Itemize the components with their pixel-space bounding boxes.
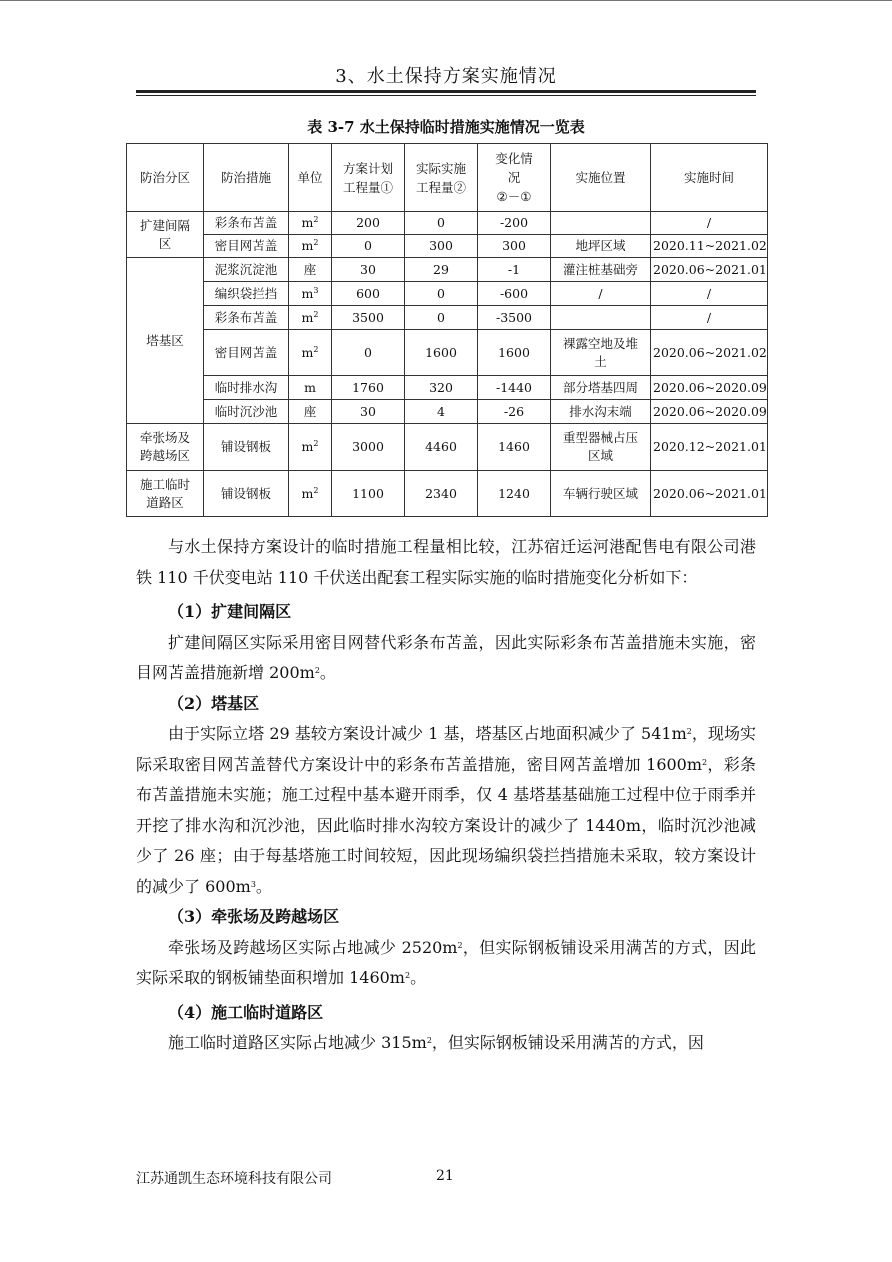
location-cell: 地坪区域	[551, 235, 651, 258]
zone-cell: 塔基区	[127, 258, 204, 424]
measure-cell: 密目网苫盖	[204, 330, 289, 376]
time-cell: 2020.06~2021.02	[651, 330, 768, 376]
zone-line: 跨越场区	[139, 448, 190, 463]
page-number: 21	[436, 1168, 454, 1184]
location-cell: 灌注桩基础旁	[551, 258, 651, 282]
change-cell: -1440	[478, 376, 551, 400]
col-header-plan-line: 方案计划	[342, 160, 393, 176]
unit-cell	[289, 330, 332, 376]
table-row	[127, 235, 768, 258]
location-line: 土	[594, 353, 607, 369]
unit-cell	[289, 306, 332, 330]
location-cell	[551, 330, 651, 376]
actual-cell: 4460	[405, 424, 478, 471]
actual-cell: 29	[405, 258, 478, 282]
unit-cell	[289, 376, 332, 400]
location-cell	[551, 424, 651, 471]
actual-cell: 0	[405, 212, 478, 235]
section-paragraph-temporary-road: 施工临时道路区实际占地减少 $315m^2$，但实际钢板铺设采用满苫的方式，因	[168, 1033, 704, 1052]
unit-text: m	[301, 309, 314, 325]
time-cell: /	[651, 282, 768, 306]
table-row	[127, 400, 768, 424]
unit-exponent: 2	[313, 485, 319, 495]
actual-cell: 4	[405, 400, 478, 424]
table-header-row	[127, 144, 768, 212]
measure-cell: 彩条布苫盖	[204, 306, 289, 330]
unit-text: m	[301, 485, 314, 501]
actual-cell: 2340	[405, 471, 478, 517]
unit-cell	[289, 212, 332, 235]
unit-exponent: 2	[313, 344, 319, 354]
location-cell	[551, 212, 651, 235]
section-heading-expansion-bay: （1）扩建间隔区	[168, 602, 292, 621]
unit-exponent: 2	[313, 439, 319, 448]
table-row	[127, 282, 768, 306]
plan-cell: 0	[332, 235, 405, 258]
col-header-actual-line: 实际实施	[415, 160, 466, 176]
zone-cell	[127, 212, 204, 258]
unit-exponent: 2	[313, 309, 319, 319]
analysis-text	[136, 532, 756, 1059]
section-heading-temporary-road: （4）施工临时道路区	[168, 1002, 324, 1022]
measure-cell: 泥浆沉淀池	[204, 258, 289, 282]
section-paragraph-expansion-bay: 扩建间隔区实际采用密目网替代彩条布苫盖，因此实际彩条布苫盖措施未实施，密目网苫盖措施新增 $200m^2$。	[136, 632, 756, 682]
footer-company: 江苏通凯生态环境科技有限公司	[136, 1171, 332, 1187]
unit-text: m	[301, 439, 314, 454]
table-row	[127, 306, 768, 330]
time-cell: 2020.06~2021.01	[651, 471, 768, 517]
time-cell: /	[651, 212, 768, 235]
zone-cell	[127, 424, 204, 471]
measure-cell: 铺设钢板	[204, 424, 289, 471]
actual-cell: 0	[405, 306, 478, 330]
temporary-measures-table	[126, 143, 768, 517]
plan-cell: 1100	[332, 471, 405, 517]
zone-cell	[127, 471, 204, 517]
plan-cell: 0	[332, 330, 405, 376]
zone-line: 扩建间隔	[139, 217, 190, 233]
unit-cell	[289, 258, 332, 282]
table-caption: 表 3-7 水土保持临时措施实施情况一览表	[307, 118, 585, 136]
plan-cell: 200	[332, 212, 405, 235]
unit-exponent: 2	[313, 215, 319, 224]
measure-cell: 编织袋拦挡	[204, 282, 289, 306]
section-heading-tension-crossing: （3）牵张场及跨越场区	[168, 907, 340, 926]
location-line: 裸露空地及堆	[562, 335, 638, 351]
col-header-change-line: 变化情	[495, 151, 533, 166]
location-line: 区域	[587, 448, 613, 463]
col-header-time: 实施时间	[651, 144, 768, 212]
page-top-border	[0, 0, 892, 1]
actual-cell: 0	[405, 282, 478, 306]
change-cell: -600	[478, 282, 551, 306]
measure-cell: 临时沉沙池	[204, 400, 289, 424]
zone-line: 区	[158, 235, 172, 251]
col-header-actual	[405, 144, 478, 212]
measure-cell: 铺设钢板	[204, 471, 289, 517]
col-header-measure: 防治措施	[204, 144, 289, 212]
unit-text: m	[301, 344, 314, 360]
col-header-change-line: ②－①	[496, 189, 532, 204]
measure-cell: 临时排水沟	[204, 376, 289, 400]
actual-cell: 300	[405, 235, 478, 258]
table-row	[127, 330, 768, 376]
col-header-unit: 单位	[289, 144, 332, 212]
table-row	[127, 471, 768, 517]
location-cell	[551, 306, 651, 330]
location-cell: 部分塔基四周	[551, 376, 651, 400]
change-cell: 1240	[478, 471, 551, 517]
zone-line: 施工临时	[139, 476, 190, 492]
unit-cell	[289, 400, 332, 424]
col-header-change-line: 况	[507, 170, 521, 185]
unit-cell	[289, 235, 332, 258]
change-cell: -3500	[478, 306, 551, 330]
unit-cell	[289, 471, 332, 517]
table-row	[127, 376, 768, 400]
intro-paragraph: 与水土保持方案设计的临时措施工程量相比较，江苏宿迁运河港配售电有限公司港铁 110 千伏变电站 110 千伏送出配套工程实际实施的临时措施变化分析如下：	[136, 537, 756, 587]
unit-text: 座	[303, 261, 317, 277]
col-header-actual-line: 工程量②	[415, 179, 466, 195]
unit-exponent: 2	[313, 238, 319, 247]
col-header-plan	[332, 144, 405, 212]
section-paragraph-tower-base: 由于实际立塔 29 基较方案设计减少 1 基，塔基区占地面积减少了 $541m^2$，现场实际采取密目网苫盖替代方案设计中的彩条布苫盖措施，密目网苫盖增加 $1600m^2$，彩条布苫盖措施未实施；施工过程中基本避开雨季，仅 4 基塔基基础施工过程中位于雨季并开挖了排水沟和沉沙池，因此临时排水沟较方案设计的减少了 1440m，临时沉沙池减少了 26 座；由于每基塔施工时间较短，因此现场编织袋拦挡措施未采取，较方案设计的减少了 $600m^3$。	[136, 724, 756, 896]
change-cell: 1460	[478, 424, 551, 471]
col-header-plan-line: 工程量①	[342, 179, 393, 195]
location-cell: 车辆行驶区域	[551, 471, 651, 517]
table-row	[127, 424, 768, 471]
location-cell: 排水沟末端	[551, 400, 651, 424]
time-cell: 2020.06~2020.09	[651, 400, 768, 424]
unit-text: m	[301, 285, 314, 301]
unit-text: m	[301, 215, 314, 230]
location-cell: /	[551, 282, 651, 306]
plan-cell: 3500	[332, 306, 405, 330]
col-header-location: 实施位置	[551, 144, 651, 212]
time-cell: /	[651, 306, 768, 330]
running-header: 3、水土保持方案实施情况	[335, 66, 557, 87]
header-rule-thin	[136, 95, 756, 96]
section-heading-tower-base: （2）塔基区	[168, 693, 260, 713]
table-row	[127, 212, 768, 235]
plan-cell: 1760	[332, 376, 405, 400]
plan-cell: 30	[332, 258, 405, 282]
zone-line: 道路区	[146, 494, 184, 510]
unit-text: m	[301, 238, 314, 253]
zone-line: 牵张场及	[139, 430, 190, 445]
unit-text: m	[304, 379, 316, 395]
plan-cell: 3000	[332, 424, 405, 471]
change-cell: 1600	[478, 330, 551, 376]
plan-cell: 30	[332, 400, 405, 424]
unit-exponent: 3	[313, 285, 319, 295]
time-cell: 2020.12~2021.01	[651, 424, 768, 471]
time-cell: 2020.06~2021.01	[651, 258, 768, 282]
change-cell: 300	[478, 235, 551, 258]
change-cell: -1	[478, 258, 551, 282]
change-cell: -26	[478, 400, 551, 424]
plan-cell: 600	[332, 282, 405, 306]
actual-cell: 320	[405, 376, 478, 400]
change-cell: -200	[478, 212, 551, 235]
unit-text: 座	[303, 403, 317, 419]
location-line: 重型器械占压	[562, 430, 638, 445]
measure-cell: 彩条布苫盖	[204, 212, 289, 235]
unit-cell	[289, 282, 332, 306]
measure-cell: 密目网苫盖	[204, 235, 289, 258]
section-paragraph-tension-crossing: 牵张场及跨越场区实际占地减少 $2520m^2$，但实际钢板铺设采用满苫的方式，因此实际采取的钢板铺垫面积增加 $1460m^2$。	[136, 937, 756, 987]
table-row	[127, 258, 768, 282]
time-cell: 2020.11~2021.02	[651, 235, 768, 258]
col-header-change	[478, 144, 551, 212]
col-header-zone: 防治分区	[127, 144, 204, 212]
unit-cell	[289, 424, 332, 471]
actual-cell: 1600	[405, 330, 478, 376]
header-rule-thick	[136, 90, 756, 93]
time-cell: 2020.06~2020.09	[651, 376, 768, 400]
